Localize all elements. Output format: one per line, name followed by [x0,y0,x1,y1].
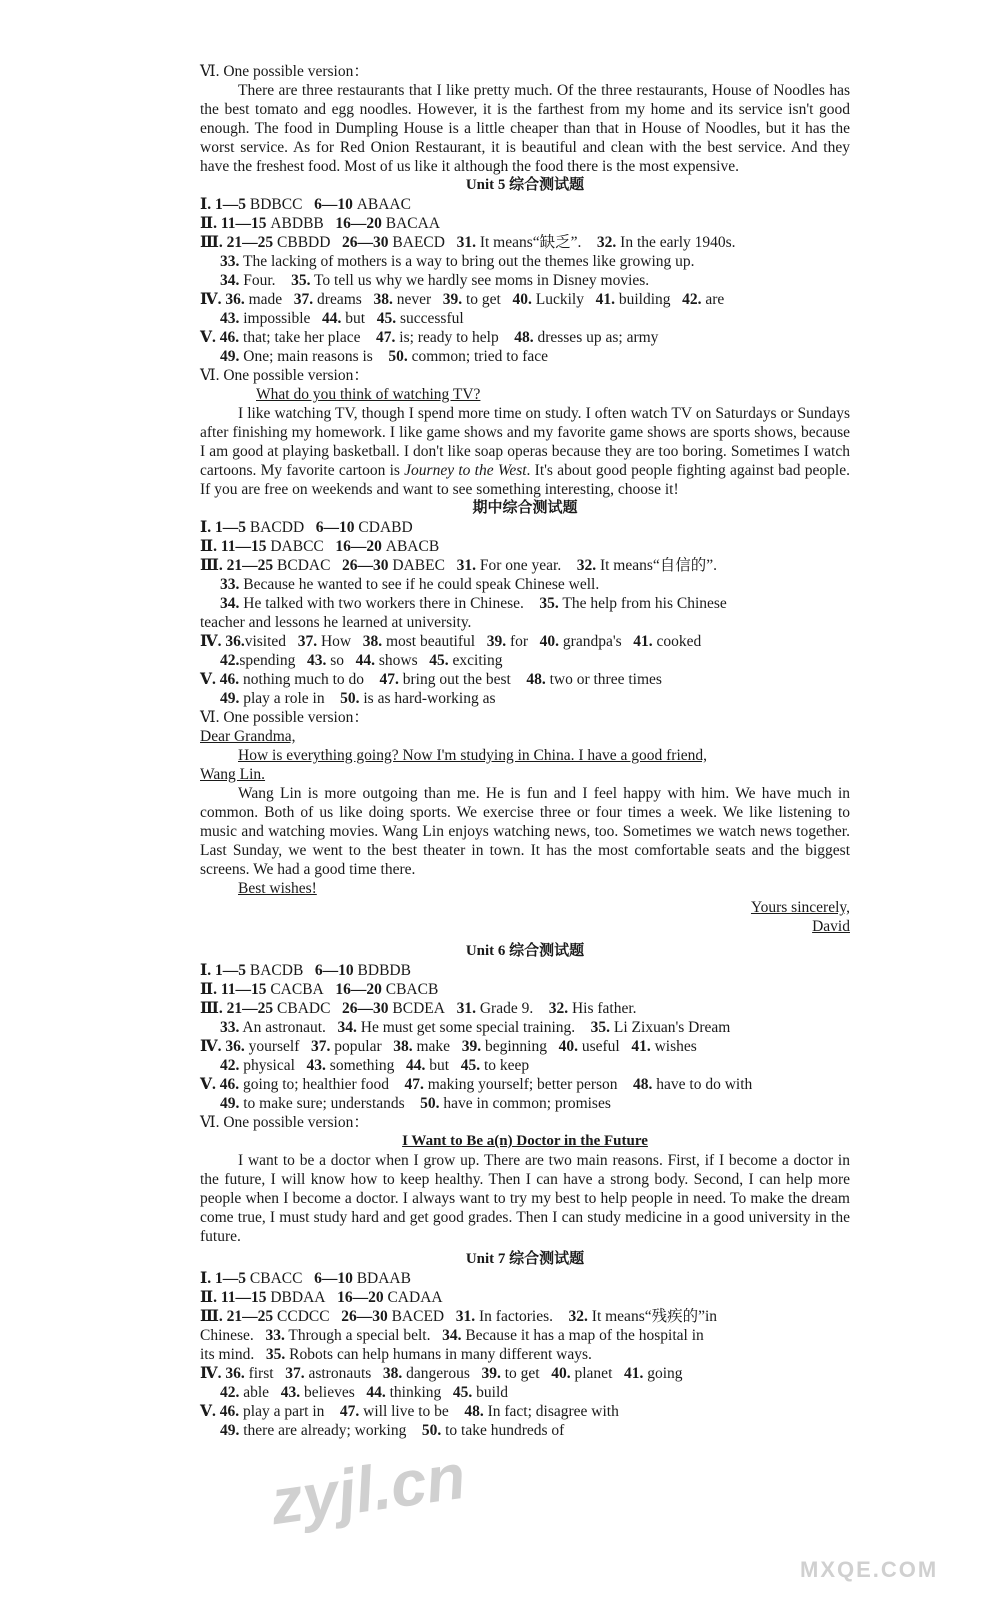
answer-line: Ⅱ. 11—15 DABCC 16—20 ABACB [200,538,440,555]
essay-paragraph: I like watching TV, though I spend more time on study. I often watch TV on Saturdays or Sundays after finishing my homework. I like game shows and my favorite game shows are sports shows, because I am good at playing basketball. I don't like soap operas because they are too boring. Sometimes I watch cartoons. My favorite cartoon is Journey to the West. It's about good people fighting against bad people. If you are free on weekends and want to see something interesting, choose it! [200,405,850,498]
answer-line: Ⅳ. 36. made 37. dreams 38. never 39. to get 40. Luckily 41. building 42. are [200,291,725,308]
answer-line: its mind. 35. Robots can help humans in many different ways. [200,1346,592,1363]
section-header: Ⅵ. One possible version： [200,1114,369,1131]
answer-line: Ⅲ. 21—25 BCDAC 26—30 DABEC 31. For one year. 32. It means“自信的”. [200,557,718,574]
answer-line: Ⅱ. 11—15 CACBA 16—20 CBACB [200,981,439,998]
section-header: Ⅵ. One possible version： [200,709,369,726]
answer-line: Ⅴ. 46. play a part in 47. will live to be 48. In fact; disagree with [200,1403,619,1420]
answer-line: 34. He talked with two workers there in Chinese. 35. The help from his Chinese [220,595,727,612]
section-title-midterm: 期中综合测试题 [472,500,578,516]
letter-paragraph: Wang Lin. [200,766,266,783]
section-title-unit7: Unit 7 综合测试题 [465,1251,585,1267]
essay-title: What do you think of watching TV? [256,386,481,403]
answer-line: Ⅰ. 1—5 BACDB 6—10 BDBDB [200,962,411,979]
answer-line: 42. able 43. believes 44. thinking 45. build [220,1384,509,1401]
answer-line: 42.spending 43. so 44. shows 45. exciting [220,652,503,669]
answer-line: 49. to make sure; understands 50. have in common; promises [220,1095,611,1112]
answer-line: Ⅰ. 1—5 BACDD 6—10 CDABD [200,519,413,536]
answer-line: Ⅳ. 36. yourself 37. popular 38. make 39. beginning 40. useful 41. wishes [200,1038,697,1055]
answer-line: 49. One; main reasons is 50. common; tried to face [220,348,549,365]
letter-greeting: Dear Grandma, [200,728,296,745]
letter-signature: David [812,918,850,935]
answer-line: Ⅴ. 46. nothing much to do 47. bring out the best 48. two or three times [200,671,662,688]
answer-line: 49. there are already; working 50. to take hundreds of [220,1422,565,1439]
answer-line: Ⅱ. 11—15 ABDBB 16—20 BACAA [200,215,441,232]
answer-line: Ⅲ. 21—25 CBBDD 26—30 BAECD 31. It means“缺乏”. 32. In the early 1940s. [200,234,736,251]
letter-paragraph: Wang Lin is more outgoing than me. He is fun and I feel happy with him. We have much in common. Both of us like doing sports. We exercise three or four times a week. We like listening to music and watching movies. Wang Lin enjoys watching news, too. Sometimes we watch news together. Last Sunday, we went to the best theater in town. It has the most comfortable seats and the biggest screens. We had a good time there. [200,785,850,878]
answer-line: 43. impossible 44. but 45. successful [220,310,464,327]
answer-line: Ⅲ. 21—25 CBADC 26—30 BCDEA 31. Grade 9. 32. His father. [200,1000,637,1017]
essay-paragraph: There are three restaurants that I like pretty much. Of the three restaurants, House of Noodles has the best tomato and egg noodles. However, it is the farthest from my home and its service isn't good enough. The food in Dumpling House is a little cheaper than that in House of Noodles, but it has the worst service. As for Red Onion Restaurant, it is beautiful and clean with the best service. And they have the freshest food. Most of us like it although the food there is the most expensive. [200,82,850,175]
answer-line: Ⅰ. 1—5 BDBCC 6—10 ABAAC [200,196,411,213]
answer-line: 49. play a role in 50. is as hard-working as [220,690,496,707]
answer-line: 42. physical 43. something 44. but 45. to keep [220,1057,530,1074]
essay-paragraph: I want to be a doctor when I grow up. There are two main reasons. First, if I become a doctor in the future, I will know how to keep healthy. Then I can have a strong body. Second, I can help more people when I become a doctor. I always want to try my best to help people in need. To make the dream come true, I must study hard and get good grades. Then I can study medicine in a good university in the future. [200,1152,850,1245]
answer-line: Ⅰ. 1—5 CBACC 6—10 BDAAB [200,1270,411,1287]
answer-line: Chinese. 33. Through a special belt. 34. Because it has a map of the hospital in [200,1327,704,1344]
answer-line: 33. An astronaut. 34. He must get some special training. 35. Li Zixuan's Dream [220,1019,731,1036]
answer-line: Ⅴ. 46. that; take her place 47. is; ready to help 48. dresses up as; army [200,329,659,346]
letter-paragraph: How is everything going? Now I'm studying in China. I have a good friend, [238,747,708,764]
section-header: Ⅵ. One possible version： [200,367,369,384]
section-title-unit5: Unit 5 综合测试题 [465,177,585,193]
answer-line: Ⅱ. 11—15 DBDAA 16—20 CADAA [200,1289,443,1306]
watermark-left: zyjl.cn [265,1439,470,1539]
answer-line: Ⅳ. 36.visited 37. How 38. most beautiful 39. for 40. grandpa's 41. cooked [200,633,702,650]
answer-line: Ⅲ. 21—25 CCDCC 26—30 BACED 31. In factories. 32. It means“残疾的”in [200,1308,718,1325]
answer-key-page [200,62,850,1440]
answer-line: teacher and lessons he learned at university. [200,614,472,631]
letter-signature: Yours sincerely, [750,899,850,916]
essay-title: I Want to Be a(n) Doctor in the Future [402,1133,648,1149]
answer-line: Ⅳ. 36. first 37. astronauts 38. dangerous 39. to get 40. planet 41. going [200,1365,683,1382]
answer-line: Ⅴ. 46. going to; healthier food 47. making yourself; better person 48. have to do with [200,1076,753,1093]
letter-closing: Best wishes! [238,880,317,897]
answer-line: 34. Four. 35. To tell us why we hardly see moms in Disney movies. [220,272,650,289]
section-header: Ⅵ. One possible version： [200,63,369,80]
answer-line: 33. The lacking of mothers is a way to bring out the themes like growing up. [220,253,695,270]
answer-line: 33. Because he wanted to see if he could speak Chinese well. [220,576,600,593]
watermark-right: MXQE.COM [800,1557,939,1582]
section-title-unit6: Unit 6 综合测试题 [465,943,585,959]
